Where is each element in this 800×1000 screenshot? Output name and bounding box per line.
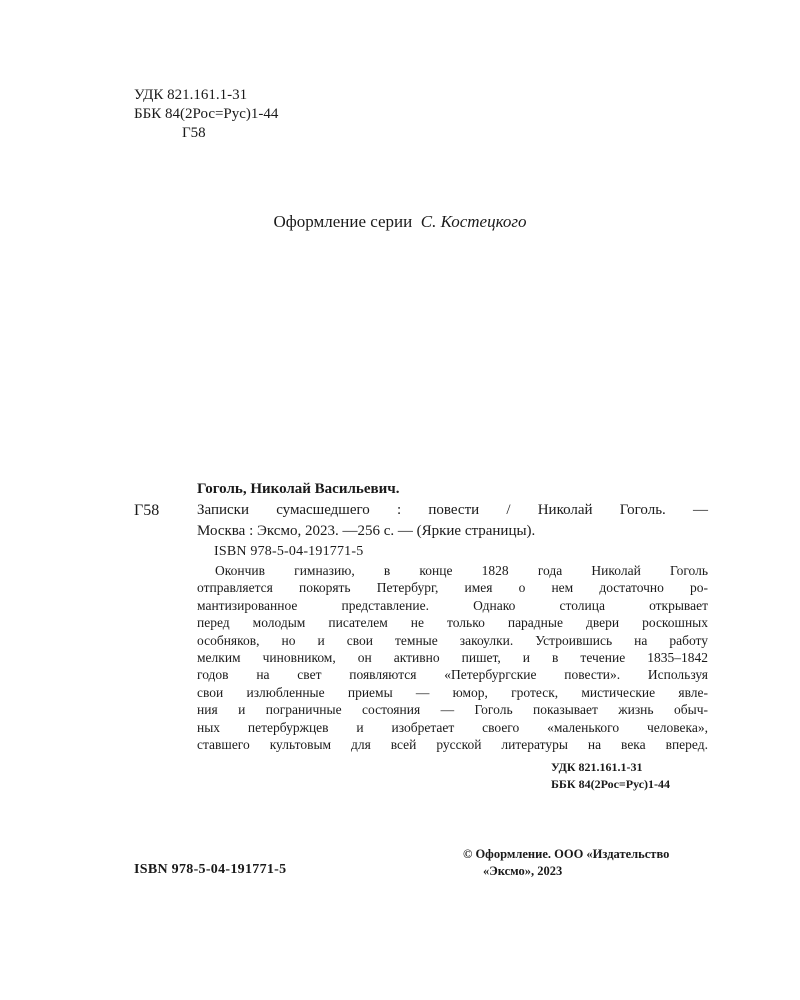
bibliographic-line: Записки сумасшедшего : повести / Николай Гоголь. — <box>197 502 708 518</box>
annotation-line: отправляется покорять Петербург, имея о нем достаточно ро- <box>197 580 708 596</box>
entry-author: Гоголь, Николай Васильевич. <box>197 481 400 497</box>
annotation-line: годов на свет появляются «Петербургские повести». Используя <box>197 667 708 683</box>
entry-isbn: ISBN 978-5-04-191771-5 <box>214 544 364 559</box>
author-mark: Г58 <box>182 125 206 141</box>
annotation-line: особняков, но и свои темные закоулки. Устроившись на работу <box>197 632 708 648</box>
copyright-line: «Эксмо», 2023 <box>483 864 563 878</box>
bbk-code-bottom: ББК 84(2Рос=Рус)1-44 <box>551 777 671 791</box>
annotation <box>197 562 708 753</box>
top-classification-block <box>134 86 278 143</box>
bibliographic-line: Москва : Эксмо, 2023. —256 с. — (Яркие страницы). <box>197 523 536 539</box>
udk-code: УДК 821.161.1-31 <box>134 87 248 103</box>
annotation-line: перед молодым писателем не только парадные двери роскошных <box>197 615 708 631</box>
series-design-label: Оформление серии <box>273 212 413 231</box>
annotation-line: мантизированное представление. Однако столица открывает <box>197 597 708 613</box>
bottom-classification-block <box>551 759 670 793</box>
annotation-line: ставшего культовым для всей русской литературы на века вперед. <box>197 737 708 753</box>
series-design-credit <box>0 212 800 232</box>
udk-code-bottom: УДК 821.161.1-31 <box>551 760 643 774</box>
entry-author-mark: Г58 <box>134 502 160 519</box>
annotation-line: свои излюбленные приемы — юмор, гротеск, мистические явле- <box>197 684 708 700</box>
copyright-line: © Оформление. ООО «Издательство <box>463 847 670 861</box>
footer-isbn: ISBN 978-5-04-191771-5 <box>134 862 287 877</box>
series-designer-name: С. Костецкого <box>420 212 527 231</box>
annotation-line: ных петербуржцев и изобретает своего «маленького человека», <box>197 719 708 735</box>
annotation-line: мелким чиновником, он активно пишет, и в течение 1835–1842 <box>197 650 708 666</box>
bibliographic-description <box>197 500 708 542</box>
bbk-code: ББК 84(2Рос=Рус)1-44 <box>134 106 279 122</box>
copyright-notice <box>463 846 669 880</box>
annotation-line: Окончив гимназию, в конце 1828 года Николай Гоголь <box>215 563 708 578</box>
annotation-line: ния и пограничные состояния — Гоголь показывает жизнь обыч- <box>197 702 708 718</box>
